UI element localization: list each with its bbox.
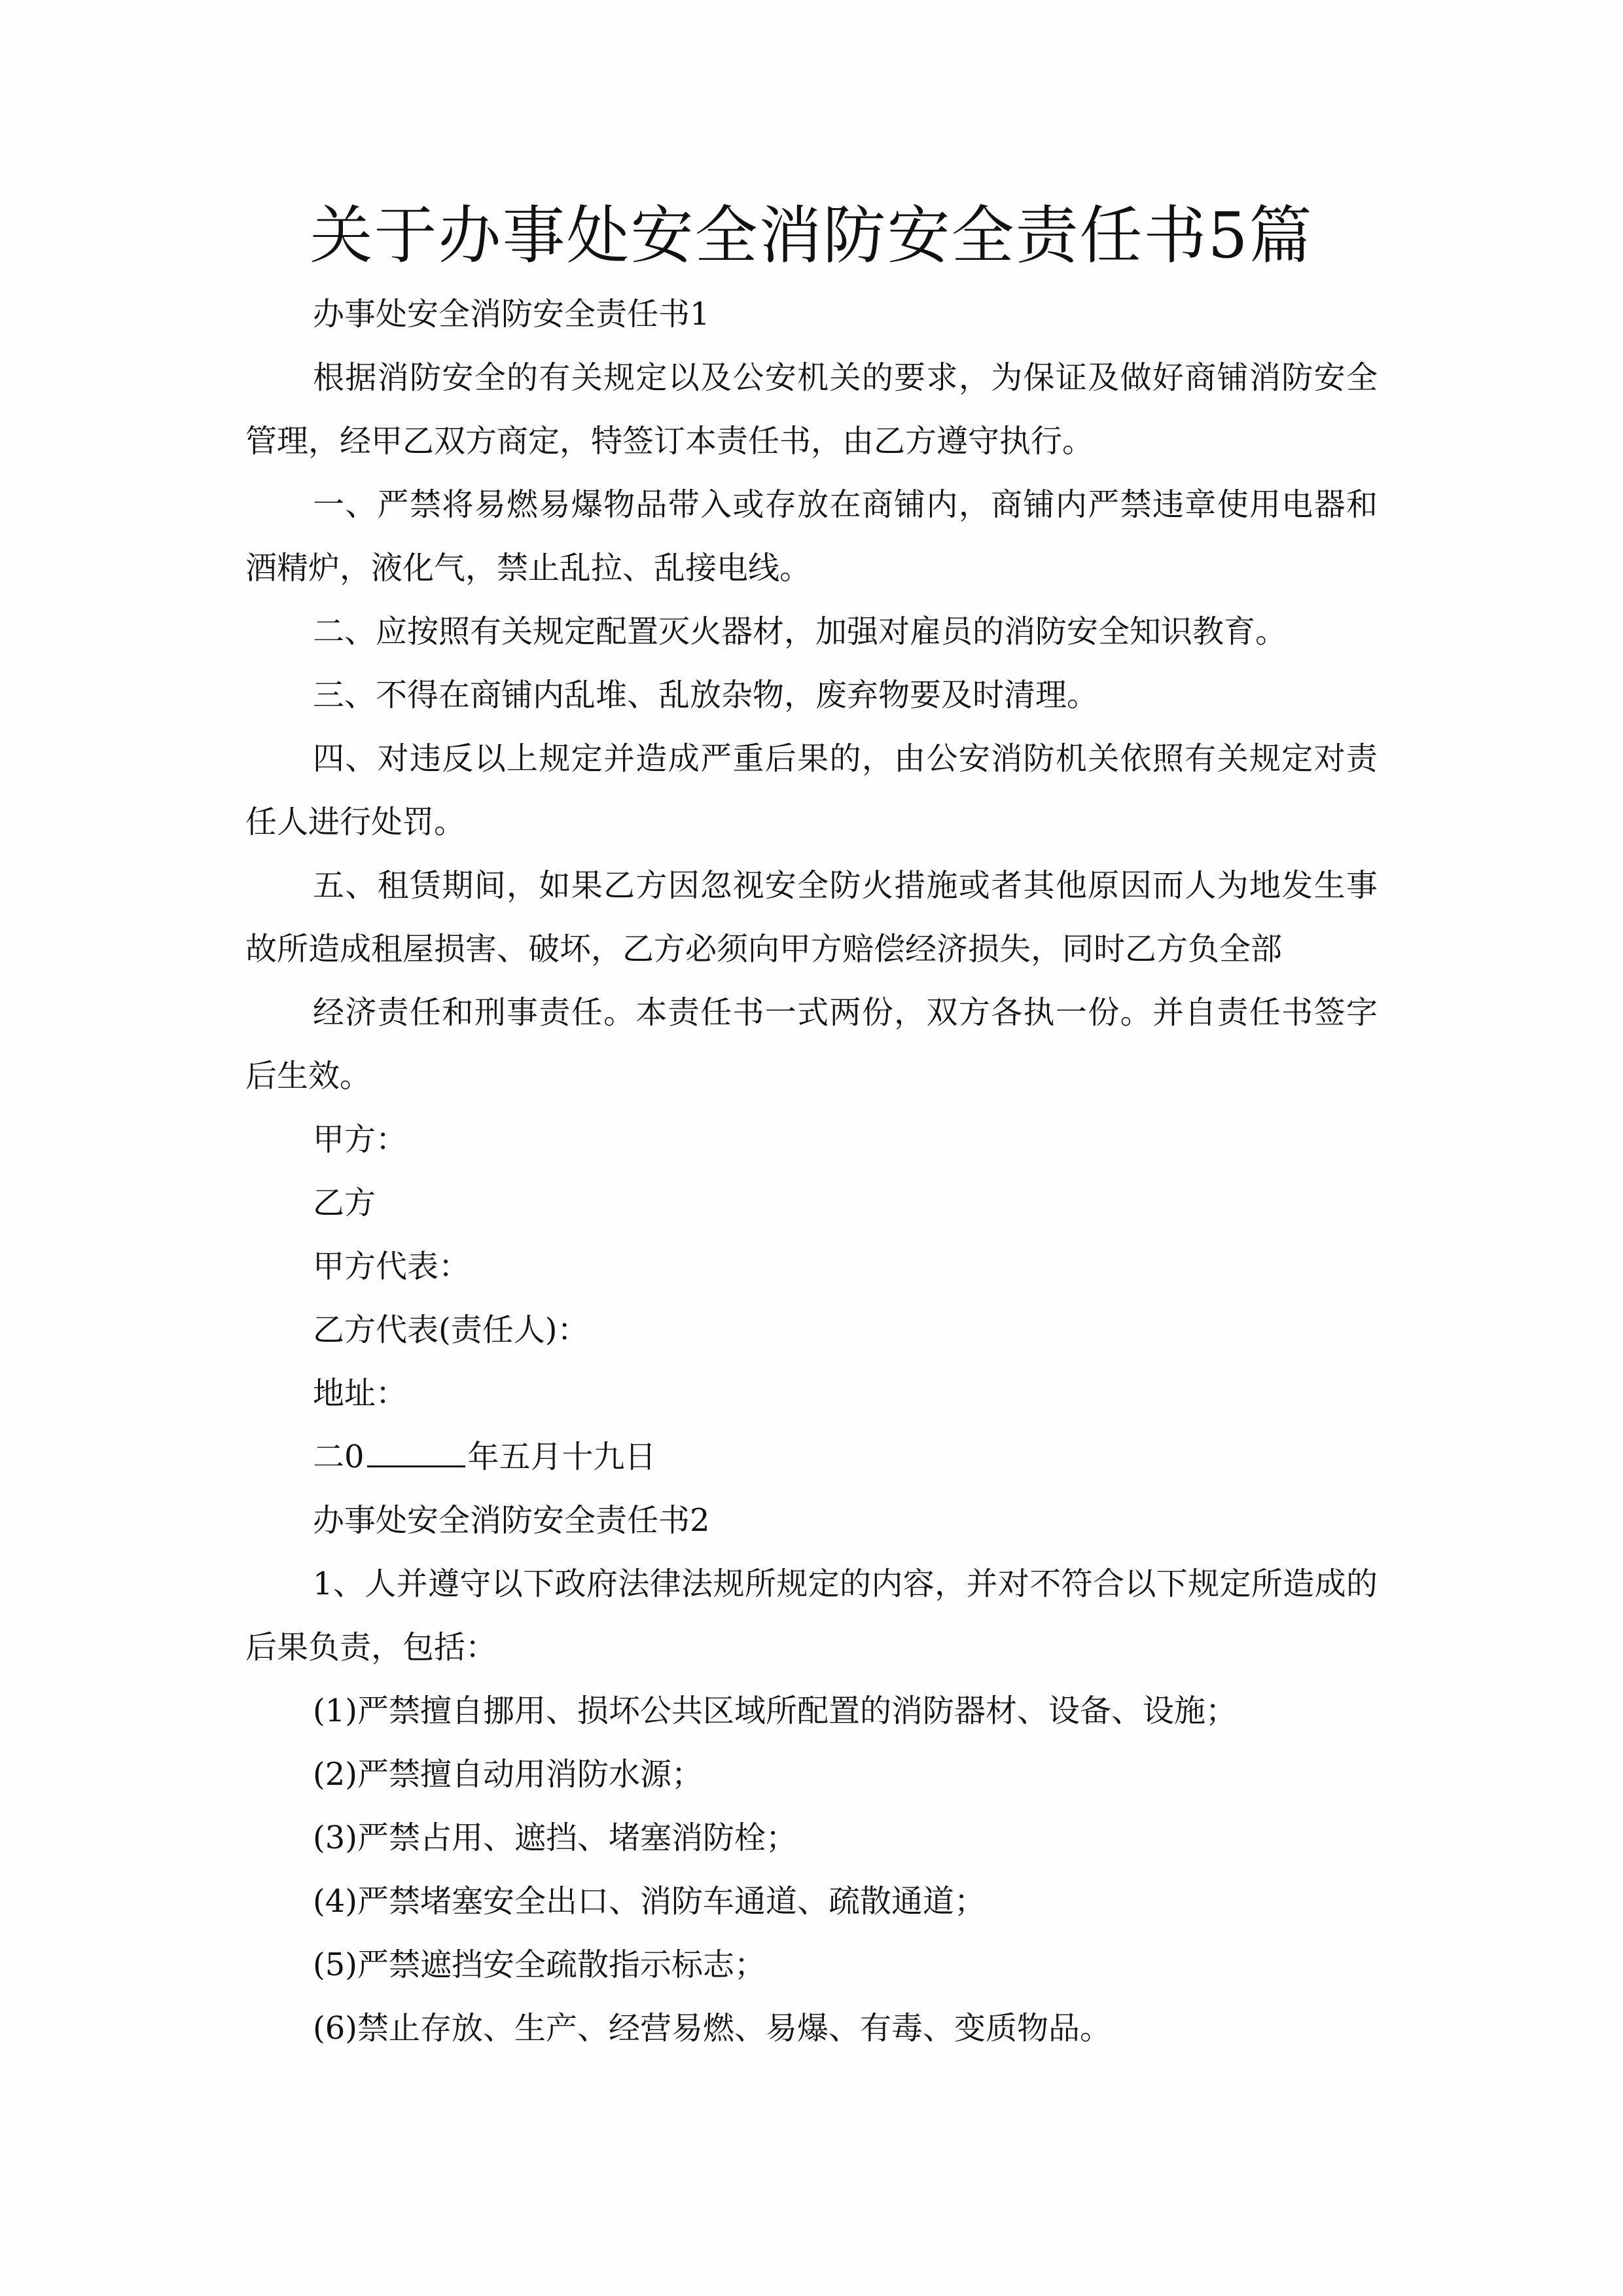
section-heading-2: 办事处安全消防安全责任书2 [313,1502,710,1539]
section2-item-6: (6)禁止存放、生产、经营易燃、易爆、有毒、变质物品。 [313,2010,1111,2047]
section2-item-3: (3)严禁占用、遮挡、堵塞消防栓； [313,1820,797,1856]
section2-item-4: (4)严禁堵塞安全出口、消防车通道、疏散通道； [313,1883,986,1920]
document-title: 关于办事处安全消防安全责任书5篇 [310,199,1313,272]
signature-date [245,1426,1378,1489]
signature-party-a-rep: 甲方代表： [313,1248,471,1285]
section2-item-2: (2)严禁擅自动用消防水源； [313,1756,703,1793]
section-heading-1: 办事处安全消防安全责任书1 [313,296,710,332]
section2-item-1: (1)严禁擅自挪用、损坏公共区域所配置的消防器材、设备、设施； [313,1693,1237,1729]
section1-intro: 根据消防安全的有关规定以及公安机关的要求，为保证及做好商铺消防安全管理，经甲乙双方商定，特签订本责任书，由乙方遵守执行。 [245,359,1378,459]
signature-address: 地址： [313,1375,408,1412]
section1-closing: 经济责任和刑事责任。本责任书一式两份，双方各执一份。并自责任书签字后生效。 [245,994,1378,1094]
section1-item-2: 二、应按照有关规定配置灭火器材，加强对雇员的消防安全知识教育。 [313,613,1287,650]
section1-item-4: 四、对违反以上规定并造成严重后果的，由公安消防机关依照有关规定对责任人进行处罚。 [245,740,1378,840]
section2-item-5: (5)严禁遮挡安全疏散指示标志； [313,1946,766,1983]
document-body [245,283,1378,2060]
signature-party-b-rep: 乙方代表(责任人)： [313,1312,589,1348]
date-year-blank [367,1439,465,1467]
signature-party-a: 甲方： [313,1121,408,1158]
section1-item-3: 三、不得在商铺内乱堆、乱放杂物，废弃物要及时清理。 [313,677,1099,713]
date-suffix: 年五月十九日 [467,1439,656,1475]
signature-party-b: 乙方 [313,1185,376,1221]
date-prefix: 二0 [313,1439,365,1475]
section2-intro: 1、人并遵守以下政府法律法规所规定的内容，并对不符合以下规定所造成的后果负责，包括： [245,1566,1378,1666]
section1-item-1: 一、严禁将易燃易爆物品带入或存放在商铺内，商铺内严禁违章使用电器和酒精炉，液化气，禁止乱拉、乱接电线。 [245,486,1378,586]
section1-item-5: 五、租赁期间，如果乙方因忽视安全防火措施或者其他原因而人为地发生事故所造成租屋损害、破坏，乙方必须向甲方赔偿经济损失，同时乙方负全部 [245,867,1378,967]
